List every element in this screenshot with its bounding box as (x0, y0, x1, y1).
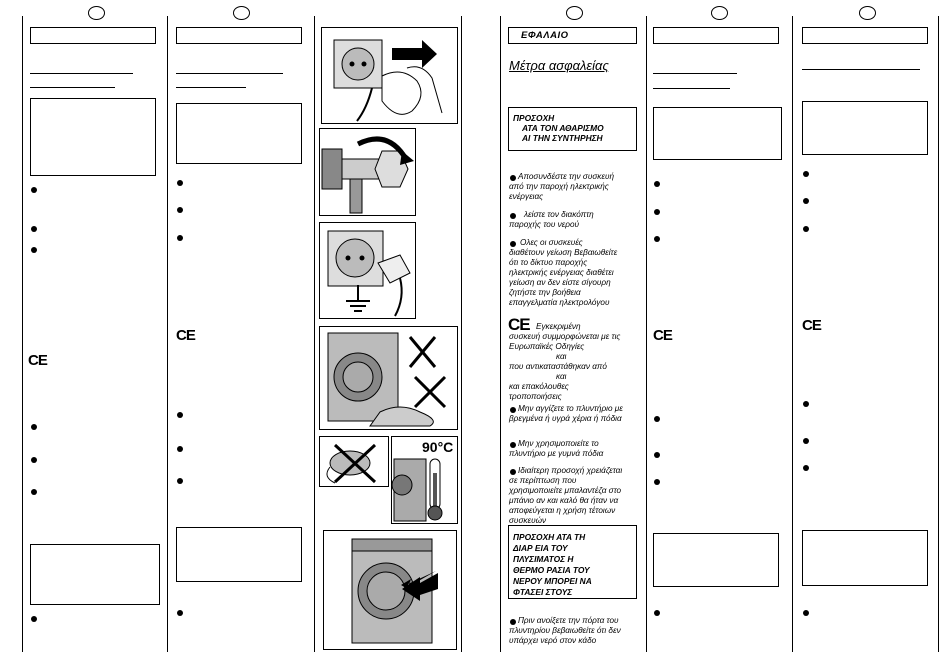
col6-underline (802, 69, 920, 70)
greek-header-box (508, 27, 637, 44)
ce-text: Ευρωπαϊκές Οδηγίες (509, 342, 585, 351)
earth-text: ηλεκτρικής ενέργειας διαθέτει (509, 268, 614, 277)
earthed-socket-illustration (319, 222, 416, 319)
bullet (510, 241, 516, 247)
col1-header-box (30, 27, 156, 44)
plug-unplug-icon (322, 28, 457, 123)
bullet (510, 442, 516, 448)
bullet (654, 452, 660, 458)
ce-text: συσκευή συμμορφώνεται με τις (509, 332, 621, 341)
earth-text: ότι το δίκτυο παροχής (509, 258, 588, 267)
extension-text: χρησιμοποιείτε μπαλαντέζα στο (509, 486, 622, 495)
unplug-text: Αποσυνδέστε την συσκευή (518, 172, 615, 181)
extension-text: μπάνιο αν και καλό θα ήταν να (509, 496, 619, 505)
ce-mark: CE (28, 352, 47, 369)
bullet (803, 226, 809, 232)
bullet (177, 412, 183, 418)
bullet (31, 247, 37, 253)
col6-warning-box (802, 101, 928, 155)
ce-mark: CE (508, 315, 530, 334)
bullet (31, 187, 37, 193)
bullet (803, 401, 809, 407)
bare-feet-text: πλυντήριο με γυμνά πόδια (509, 449, 604, 458)
ce-mark: CE (653, 327, 672, 344)
ce-text: και επακόλουθες (509, 382, 569, 391)
extension-text: συσκευών (509, 516, 547, 525)
col1-underline (30, 73, 133, 74)
bullet (177, 235, 183, 241)
col-separator (938, 16, 939, 652)
extension-cord-crossed-icon (320, 437, 388, 486)
ce-text: τροποποιήσεις (509, 392, 562, 401)
col-separator (22, 16, 23, 652)
bullet (31, 424, 37, 430)
col-separator (792, 16, 793, 652)
col5-underline (653, 88, 730, 89)
col5-header-box (653, 27, 779, 44)
bullet (177, 478, 183, 484)
wet-hands-text: Μην αγγίζετε το πλυντήριο με (518, 404, 623, 413)
col1-warning-box (30, 98, 156, 176)
lang-circle-3 (566, 6, 583, 20)
warning-line: ΠΡΟΣΟΧΗ ΑΤΑ ΤΗ (513, 532, 586, 542)
col2-header-box (176, 27, 302, 44)
bullet (654, 209, 660, 215)
extension-text: σε περίπτωση που (509, 476, 577, 485)
bullet (177, 180, 183, 186)
earth-text: γείωση αν δεν είστε σίγουρη (509, 278, 611, 287)
door-text: Πριν ανοίξετε την πόρτα του (518, 616, 619, 625)
tap-text: λείστε τον διακόπτη (524, 210, 594, 219)
col5-underline (653, 73, 737, 74)
wet-hands-crossed-icon (320, 327, 457, 429)
warning-line: ΘΕΡΜΟ ΡΑΣΙΑ ΤΟΥ (513, 565, 590, 575)
bullet (31, 457, 37, 463)
warning-line: ΑΤΑ ΤΟΝ ΑΘΑΡΙΣΜΟ (522, 123, 604, 133)
warning-line: ΠΛΥΣΙΜΑΤΟΣ Η (513, 554, 574, 564)
col1-underline (30, 87, 115, 88)
bullet (510, 213, 516, 219)
col2-underline (176, 87, 246, 88)
col5-warning-box (653, 107, 782, 160)
bullet (31, 489, 37, 495)
plug-unplug-illustration (321, 27, 458, 124)
bullet (177, 446, 183, 452)
bullet (654, 236, 660, 242)
bare-feet-text: Μην χρησιμοποιείτε το (518, 439, 599, 448)
lang-circle-5 (859, 6, 876, 20)
tap-close-illustration (319, 128, 416, 216)
earth-text: Ολες οι συσκευές (520, 238, 583, 247)
cleaning-warning-box (508, 107, 637, 151)
tap-text: παροχής του νερού (509, 220, 580, 229)
ce-text: που αντικαταστάθηκαν από (509, 362, 607, 371)
earthed-socket-icon (320, 223, 415, 318)
extension-text: αποφεύγεται η χρήση τέτοιων (509, 506, 616, 515)
col1-warning-box-2 (30, 544, 160, 605)
bullet (654, 181, 660, 187)
extension-cord-illustration (319, 436, 389, 487)
lang-circle-1 (88, 6, 105, 20)
door-arrow-icon (324, 531, 456, 649)
bullet (510, 469, 516, 475)
earth-text: διαθέτουν γείωση Βεβαιωθείτε (509, 248, 618, 257)
ce-text: Εγκεκριμένη (536, 322, 581, 331)
ce-mark: CE (176, 327, 195, 344)
warning-line: ΑΙ ΤΗΝ ΣΥΝΤΗΡΗΣΗ (522, 133, 603, 143)
bullet (31, 616, 37, 622)
bullet (510, 619, 516, 625)
col6-warning-box-2 (802, 530, 928, 586)
bullet (510, 175, 516, 181)
unplug-text: ενέργειας (509, 192, 544, 201)
col6-header-box (802, 27, 928, 44)
ce-text: και (556, 372, 567, 381)
door-illustration (323, 530, 457, 650)
unplug-text: από την παροχή ηλεκτρικής (509, 182, 609, 191)
warning-line: ΔΙΑΡ ΕΙΑ ΤΟΥ (513, 543, 568, 553)
col-separator (461, 16, 462, 652)
door-text: υπάρχει νερό στον κάδο (509, 636, 597, 645)
col2-warning-box-2 (176, 527, 302, 582)
bullet (177, 610, 183, 616)
warning-line: ΦΤΑΣΕΙ ΣΤΟΥΣ (513, 587, 573, 597)
col-separator (646, 16, 647, 652)
col2-warning-box (176, 103, 302, 164)
col-separator (500, 16, 501, 652)
wet-hands-illustration (319, 326, 458, 430)
bullet (654, 479, 660, 485)
col2-underline (176, 73, 283, 74)
bullet (803, 171, 809, 177)
earth-text: επαγγελματία ηλεκτρολόγου (509, 298, 610, 307)
bullet (654, 610, 660, 616)
temperature-warning-box (508, 525, 637, 599)
bullet (803, 610, 809, 616)
bullet (31, 226, 37, 232)
bullet (803, 198, 809, 204)
chapter-heading: ΕΦΑΛΑΙΟ (521, 30, 569, 41)
bullet (803, 438, 809, 444)
safety-subtitle: Μέτρα ασφαλείας (509, 58, 609, 73)
lang-circle-4 (711, 6, 728, 20)
door-text: πλυντηρίου βεβαιωθείτε ότι δεν (509, 626, 621, 635)
lang-circle-2 (233, 6, 250, 20)
col-separator (167, 16, 168, 652)
warning-line: ΠΡΟΣΟΧΗ (513, 113, 555, 123)
tap-close-icon (320, 129, 415, 215)
bullet (177, 207, 183, 213)
bullet (510, 407, 516, 413)
temperature-label: 90°C (422, 439, 454, 455)
bullet (654, 416, 660, 422)
hot-water-illustration (391, 436, 458, 524)
bullet (803, 465, 809, 471)
extension-text: Ιδιαίτερη προσοχή χρειάζεται (518, 466, 623, 475)
warning-line: ΝΕΡΟΥ ΜΠΟΡΕΙ ΝΑ (513, 576, 592, 586)
col-separator (314, 16, 315, 652)
wet-hands-text: βρεγμένα ή υγρά χέρια ή πόδια (509, 414, 622, 423)
ce-mark: CE (802, 317, 821, 334)
col5-warning-box-2 (653, 533, 779, 587)
earth-text: ζητήστε την βοήθεια (509, 288, 581, 297)
ce-text: και (556, 352, 567, 361)
